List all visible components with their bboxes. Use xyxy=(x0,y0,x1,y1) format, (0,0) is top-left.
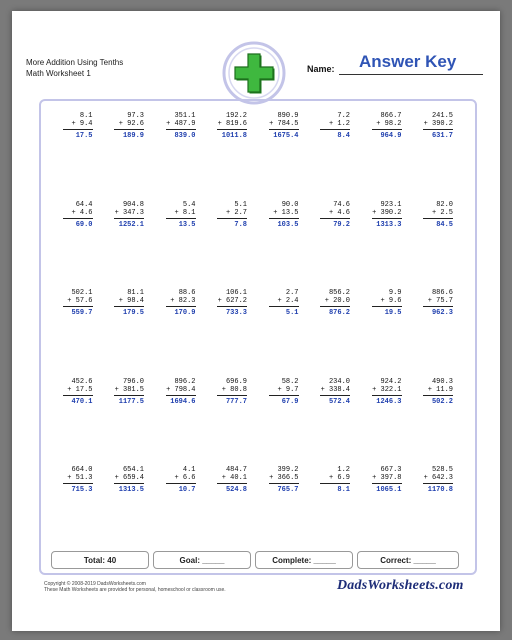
problem-bottom-number: + 390.2 xyxy=(372,208,402,217)
addition-problem xyxy=(52,197,104,286)
problem-bottom-number: + 322.1 xyxy=(372,385,402,394)
addition-problem xyxy=(310,108,362,197)
problem-stack xyxy=(217,201,247,229)
problem-top-number: 9.9 xyxy=(388,289,402,297)
problem-bottom-number: + 4.6 xyxy=(328,208,350,217)
addition-problem xyxy=(207,108,259,197)
problem-bottom-number: + 9.6 xyxy=(380,297,402,305)
problem-top-number: 2.7 xyxy=(285,289,299,297)
problem-stack xyxy=(63,201,93,229)
problem-bottom-number: + 338.4 xyxy=(320,385,350,394)
problem-bottom-number: + 4.6 xyxy=(71,208,93,217)
problem-stack xyxy=(114,378,144,406)
problem-bottom-number: + 784.5 xyxy=(269,120,299,128)
addition-problem xyxy=(413,197,465,286)
problem-bottom-number: + 51.3 xyxy=(67,474,93,482)
problem-stack xyxy=(372,466,402,494)
problem-sum-line xyxy=(166,306,196,307)
problem-sum-line xyxy=(63,483,93,484)
addition-problem xyxy=(52,462,104,551)
problem-stack xyxy=(423,112,453,140)
worksheet-title-block xyxy=(26,57,123,79)
problem-answer: 17.5 xyxy=(75,132,93,140)
addition-problem xyxy=(155,108,207,197)
problem-bottom-number: + 819.6 xyxy=(217,120,247,128)
problem-sum-line xyxy=(166,129,196,130)
total-box: Total: 40 xyxy=(51,551,149,569)
problem-answer: 765.7 xyxy=(277,486,299,494)
problem-answer: 84.5 xyxy=(436,220,453,229)
problem-top-number: 1.2 xyxy=(337,466,350,474)
problem-top-number: 924.2 xyxy=(380,377,402,386)
problem-answer: 1313.3 xyxy=(376,220,402,229)
problem-sum-line xyxy=(423,306,453,307)
problem-stack xyxy=(217,289,247,317)
problem-bottom-number: + 798.4 xyxy=(166,385,196,394)
problem-sum-line xyxy=(269,218,299,219)
problem-answer: 5.1 xyxy=(285,309,299,317)
problem-stack xyxy=(63,378,93,406)
problem-top-number: 5.1 xyxy=(234,200,247,209)
addition-problem xyxy=(155,197,207,286)
problem-sum-line xyxy=(320,483,350,484)
addition-problem xyxy=(155,374,207,463)
addition-problem xyxy=(104,108,156,197)
problem-bottom-number: + 8.1 xyxy=(174,208,196,217)
problem-bottom-number: + 2.5 xyxy=(431,208,453,217)
problem-sum-line xyxy=(269,483,299,484)
problem-answer: 962.3 xyxy=(431,309,453,317)
problem-sum-line xyxy=(372,218,402,219)
problem-bottom-number: + 366.5 xyxy=(269,474,299,482)
problem-stack xyxy=(423,289,453,317)
problem-sum-line xyxy=(423,129,453,130)
green-plus-icon xyxy=(222,41,286,105)
problem-top-number: 896.2 xyxy=(174,377,196,386)
problem-sum-line xyxy=(320,306,350,307)
problem-top-number: 490.3 xyxy=(431,377,453,386)
problem-stack xyxy=(269,289,299,317)
problem-top-number: 796.0 xyxy=(122,377,144,386)
addition-problem xyxy=(413,285,465,374)
problem-top-number: 890.9 xyxy=(277,112,299,120)
problem-stack xyxy=(320,378,350,406)
problem-answer: 170.9 xyxy=(174,309,196,317)
problem-answer: 777.7 xyxy=(225,397,247,406)
problem-top-number: 904.8 xyxy=(122,200,144,209)
problem-bottom-number: + 2.7 xyxy=(225,208,247,217)
problem-sum-line xyxy=(114,395,144,396)
problem-stack xyxy=(320,289,350,317)
problem-stack xyxy=(217,112,247,140)
problem-stack xyxy=(63,112,93,140)
problem-sum-line xyxy=(372,483,402,484)
problem-sum-line xyxy=(114,218,144,219)
problem-stack xyxy=(423,378,453,406)
problem-top-number: 399.2 xyxy=(277,466,299,474)
addition-problem xyxy=(155,462,207,551)
problem-stack xyxy=(166,466,196,494)
problem-answer: 19.5 xyxy=(384,309,402,317)
worksheet-subtitle: Math Worksheet 1 xyxy=(26,69,91,78)
problem-top-number: 923.1 xyxy=(380,200,402,209)
problem-stack xyxy=(217,378,247,406)
goal-box: Goal: _____ xyxy=(153,551,251,569)
addition-problem xyxy=(413,462,465,551)
problem-top-number: 664.0 xyxy=(71,466,93,474)
problem-stack xyxy=(166,201,196,229)
problem-top-number: 81.1 xyxy=(127,289,144,297)
problem-top-number: 351.1 xyxy=(174,112,196,120)
usage-line: These Math Worksheets are provided for personal, homeschool or classroom use. xyxy=(44,587,226,593)
problem-stack xyxy=(372,378,402,406)
problem-top-number: 8.1 xyxy=(79,112,93,120)
addition-problem xyxy=(361,462,413,551)
problem-bottom-number: + 11.9 xyxy=(427,385,453,394)
problem-bottom-number: + 6.6 xyxy=(174,474,196,482)
problem-bottom-number: + 627.2 xyxy=(217,297,247,305)
problem-top-number: 64.4 xyxy=(75,200,93,209)
problem-bottom-number: + 98.4 xyxy=(118,297,144,305)
problem-bottom-number: + 642.3 xyxy=(423,474,453,482)
worksheet-title: More Addition Using Tenths xyxy=(26,58,124,67)
copyright-notice xyxy=(44,581,226,593)
addition-problem xyxy=(310,374,362,463)
addition-problem xyxy=(52,108,104,197)
addition-problem xyxy=(361,108,413,197)
problem-sum-line xyxy=(372,306,402,307)
problem-bottom-number: + 390.2 xyxy=(423,120,453,128)
problem-sum-line xyxy=(63,395,93,396)
problem-answer: 79.2 xyxy=(333,220,350,229)
problem-sum-line xyxy=(217,129,247,130)
problem-bottom-number: + 381.5 xyxy=(114,385,144,394)
problem-answer: 470.1 xyxy=(71,397,93,406)
problem-sum-line xyxy=(320,129,350,130)
problem-bottom-number: + 17.5 xyxy=(67,385,93,394)
problem-sum-line xyxy=(63,218,93,219)
problem-top-number: 696.9 xyxy=(225,377,247,386)
footer-bar xyxy=(51,551,459,569)
problem-stack xyxy=(320,112,350,140)
problem-answer: 10.7 xyxy=(178,486,196,494)
problem-answer: 559.7 xyxy=(71,309,93,317)
addition-problem xyxy=(310,462,362,551)
problem-sum-line xyxy=(217,218,247,219)
problem-answer: 631.7 xyxy=(431,132,453,140)
problem-top-number: 90.0 xyxy=(281,200,299,209)
problem-answer: 572.4 xyxy=(328,397,350,406)
problem-bottom-number: + 80.8 xyxy=(221,385,247,394)
problem-answer: 69.0 xyxy=(75,220,93,229)
addition-problem xyxy=(207,462,259,551)
problem-sum-line xyxy=(114,306,144,307)
problem-sum-line xyxy=(114,129,144,130)
problem-answer: 8.1 xyxy=(337,486,350,494)
problem-answer: 1170.8 xyxy=(427,486,453,494)
problem-stack xyxy=(423,466,453,494)
problem-sum-line xyxy=(423,483,453,484)
addition-problem xyxy=(104,197,156,286)
problem-sum-line xyxy=(372,395,402,396)
problem-bottom-number: + 13.5 xyxy=(273,208,299,217)
problem-answer: 964.9 xyxy=(380,132,402,140)
problem-answer: 103.5 xyxy=(277,220,299,229)
problem-sum-line xyxy=(166,218,196,219)
problem-answer: 189.9 xyxy=(122,132,144,140)
addition-problem xyxy=(361,285,413,374)
problem-bottom-number: + 347.3 xyxy=(114,208,144,217)
addition-problem xyxy=(310,285,362,374)
addition-problem xyxy=(207,374,259,463)
addition-problem xyxy=(361,197,413,286)
problem-answer: 839.0 xyxy=(174,132,196,140)
problem-top-number: 74.6 xyxy=(333,200,350,209)
problem-stack xyxy=(114,289,144,317)
problem-stack xyxy=(269,112,299,140)
addition-problem xyxy=(413,108,465,197)
problem-stack xyxy=(114,466,144,494)
problem-bottom-number: + 82.3 xyxy=(170,297,196,305)
problem-bottom-number: + 2.4 xyxy=(277,297,299,305)
problem-bottom-number: + 6.9 xyxy=(328,474,350,482)
problem-top-number: 106.1 xyxy=(225,289,247,297)
problem-bottom-number: + 9.4 xyxy=(71,120,93,128)
problem-bottom-number: + 40.1 xyxy=(221,474,247,482)
problem-answer: 1675.4 xyxy=(273,132,299,140)
problem-stack xyxy=(269,466,299,494)
problem-bottom-number: + 1.2 xyxy=(328,120,350,128)
problem-stack xyxy=(114,112,144,140)
problem-top-number: 234.0 xyxy=(328,377,350,386)
problem-bottom-number: + 20.0 xyxy=(324,297,350,305)
problem-answer: 1313.5 xyxy=(118,486,144,494)
addition-problem xyxy=(155,285,207,374)
addition-problem xyxy=(258,197,310,286)
addition-problem xyxy=(104,462,156,551)
copyright-line: Copyright © 2008-2019 DadsWorksheets.com xyxy=(44,581,146,587)
problem-top-number: 452.6 xyxy=(71,377,93,386)
problem-bottom-number: + 57.6 xyxy=(67,297,93,305)
problem-stack xyxy=(269,378,299,406)
problem-answer: 1065.1 xyxy=(376,486,402,494)
problem-bottom-number: + 659.4 xyxy=(114,474,144,482)
problem-sum-line xyxy=(372,129,402,130)
problem-sum-line xyxy=(166,395,196,396)
addition-problem xyxy=(258,108,310,197)
problem-stack xyxy=(166,112,196,140)
problem-bottom-number: + 92.6 xyxy=(118,120,144,128)
problem-top-number: 241.5 xyxy=(431,112,453,120)
problem-stack xyxy=(372,289,402,317)
addition-problem xyxy=(258,285,310,374)
problem-stack xyxy=(269,201,299,229)
problem-answer: 8.4 xyxy=(337,132,350,140)
addition-problem xyxy=(361,374,413,463)
problem-top-number: 88.6 xyxy=(178,289,196,297)
name-row xyxy=(307,52,485,78)
correct-box: Correct: _____ xyxy=(357,551,459,569)
problem-bottom-number: + 487.9 xyxy=(166,120,196,128)
addition-problem xyxy=(413,374,465,463)
problem-stack xyxy=(63,466,93,494)
addition-problem xyxy=(207,197,259,286)
problem-stack xyxy=(423,201,453,229)
problem-sum-line xyxy=(269,395,299,396)
problem-top-number: 866.7 xyxy=(380,112,402,120)
complete-box: Complete: _____ xyxy=(255,551,353,569)
problem-answer: 733.3 xyxy=(225,309,247,317)
problem-stack xyxy=(166,289,196,317)
problem-answer: 1694.6 xyxy=(170,397,196,406)
problem-sum-line xyxy=(269,129,299,130)
problem-answer: 13.5 xyxy=(178,220,196,229)
problem-answer: 524.8 xyxy=(225,486,247,494)
problem-top-number: 97.3 xyxy=(127,112,144,120)
addition-problem xyxy=(52,374,104,463)
problem-top-number: 484.7 xyxy=(225,466,247,474)
addition-problem xyxy=(207,285,259,374)
problem-top-number: 82.0 xyxy=(436,200,453,209)
problem-bottom-number: + 98.2 xyxy=(376,120,402,128)
problem-answer: 502.2 xyxy=(431,397,453,406)
problem-answer: 67.9 xyxy=(281,397,299,406)
problem-stack xyxy=(372,112,402,140)
problem-sum-line xyxy=(423,218,453,219)
name-line xyxy=(339,74,483,75)
problem-answer: 1177.5 xyxy=(118,397,144,406)
problem-answer: 1246.3 xyxy=(376,397,402,406)
problem-bottom-number: + 75.7 xyxy=(427,297,453,305)
problem-sum-line xyxy=(114,483,144,484)
problem-stack xyxy=(372,201,402,229)
problem-sum-line xyxy=(217,306,247,307)
answer-key-label: Answer Key xyxy=(359,52,457,71)
problem-sum-line xyxy=(63,129,93,130)
problem-answer: 179.5 xyxy=(122,309,144,317)
problem-answer: 876.2 xyxy=(328,309,350,317)
problem-sum-line xyxy=(423,395,453,396)
addition-problem xyxy=(104,374,156,463)
brand-logo: DadsWorksheets.com xyxy=(337,578,464,593)
problem-top-number: 654.1 xyxy=(122,466,144,474)
problem-sum-line xyxy=(269,306,299,307)
problem-answer: 7.8 xyxy=(234,220,247,229)
addition-problem xyxy=(104,285,156,374)
problem-sum-line xyxy=(63,306,93,307)
problem-stack xyxy=(320,201,350,229)
name-label: Name: xyxy=(307,64,335,74)
problem-top-number: 4.1 xyxy=(182,466,196,474)
problem-top-number: 502.1 xyxy=(71,289,93,297)
problem-stack xyxy=(217,466,247,494)
problem-stack xyxy=(114,201,144,229)
addition-problem xyxy=(52,285,104,374)
problem-answer: 1011.8 xyxy=(221,132,247,140)
problem-sum-line xyxy=(166,483,196,484)
problem-top-number: 667.3 xyxy=(380,466,402,474)
problem-top-number: 886.6 xyxy=(431,289,453,297)
problem-sum-line xyxy=(320,395,350,396)
problem-stack xyxy=(166,378,196,406)
problem-sum-line xyxy=(217,395,247,396)
problem-sum-line xyxy=(217,483,247,484)
addition-problem xyxy=(258,462,310,551)
addition-problem xyxy=(310,197,362,286)
problem-answer: 715.3 xyxy=(71,486,93,494)
problems-grid xyxy=(52,108,464,551)
problem-top-number: 528.5 xyxy=(431,466,453,474)
problem-stack xyxy=(63,289,93,317)
problem-bottom-number: + 397.8 xyxy=(372,474,402,482)
problem-top-number: 58.2 xyxy=(281,377,299,386)
problem-top-number: 5.4 xyxy=(182,200,196,209)
problem-answer: 1252.1 xyxy=(118,220,144,229)
addition-problem xyxy=(258,374,310,463)
problem-sum-line xyxy=(320,218,350,219)
problem-top-number: 856.2 xyxy=(328,289,350,297)
problem-top-number: 7.2 xyxy=(337,112,350,120)
problem-bottom-number: + 9.7 xyxy=(277,385,299,394)
problem-top-number: 192.2 xyxy=(225,112,247,120)
problem-stack xyxy=(320,466,350,494)
